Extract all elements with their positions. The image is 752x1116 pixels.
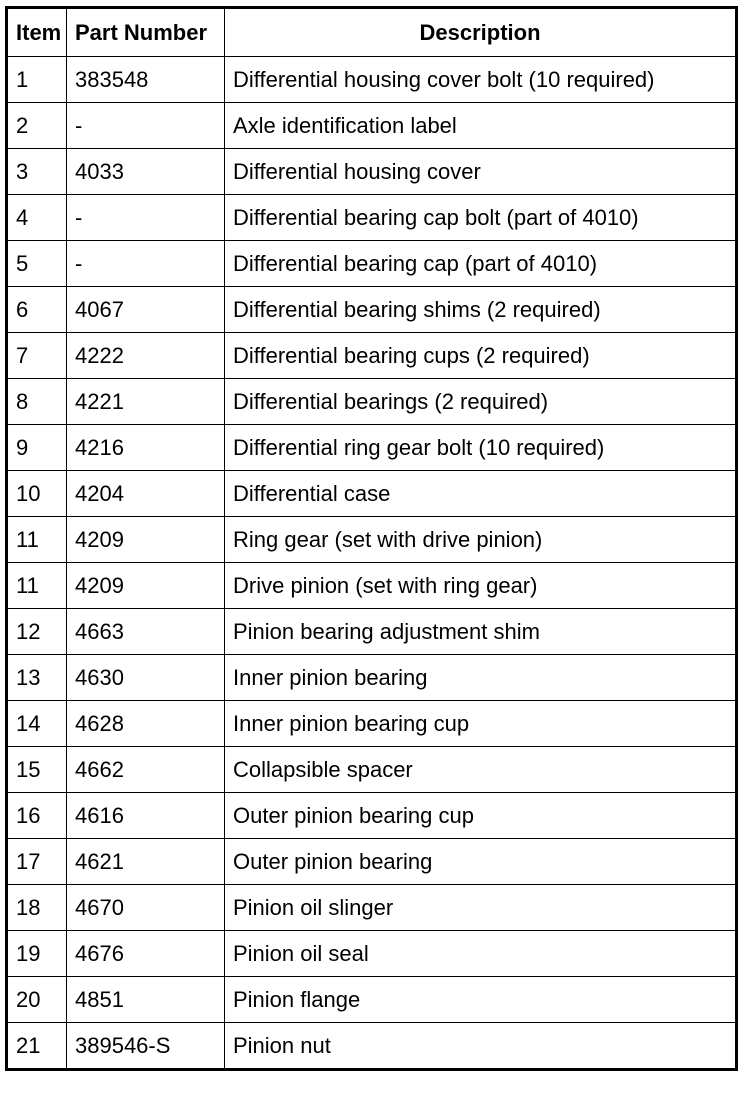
cell-description: Outer pinion bearing <box>225 839 737 885</box>
cell-part-number: 4204 <box>67 471 225 517</box>
cell-part-number: - <box>67 195 225 241</box>
cell-part-number: 4662 <box>67 747 225 793</box>
cell-part-number: 4851 <box>67 977 225 1023</box>
cell-description: Pinion oil slinger <box>225 885 737 931</box>
cell-item: 3 <box>7 149 67 195</box>
cell-description: Differential bearing cups (2 required) <box>225 333 737 379</box>
cell-description: Drive pinion (set with ring gear) <box>225 563 737 609</box>
cell-part-number: 4221 <box>67 379 225 425</box>
table-row <box>7 149 737 195</box>
cell-part-number: 4616 <box>67 793 225 839</box>
cell-description: Differential bearing cap bolt (part of 4010) <box>225 195 737 241</box>
cell-part-number: 4216 <box>67 425 225 471</box>
cell-description: Outer pinion bearing cup <box>225 793 737 839</box>
cell-item: 12 <box>7 609 67 655</box>
cell-description: Pinion bearing adjustment shim <box>225 609 737 655</box>
table-row <box>7 977 737 1023</box>
cell-part-number: 4222 <box>67 333 225 379</box>
header-row <box>7 8 737 57</box>
cell-item: 2 <box>7 103 67 149</box>
cell-item: 9 <box>7 425 67 471</box>
parts-table <box>5 6 738 1071</box>
cell-item: 4 <box>7 195 67 241</box>
cell-part-number: 4209 <box>67 517 225 563</box>
table-row <box>7 471 737 517</box>
table-row <box>7 563 737 609</box>
cell-description: Axle identification label <box>225 103 737 149</box>
cell-item: 18 <box>7 885 67 931</box>
cell-description: Pinion nut <box>225 1023 737 1070</box>
table-row <box>7 195 737 241</box>
cell-item: 7 <box>7 333 67 379</box>
cell-description: Pinion oil seal <box>225 931 737 977</box>
cell-description: Pinion flange <box>225 977 737 1023</box>
cell-description: Differential bearing shims (2 required) <box>225 287 737 333</box>
table-row <box>7 57 737 103</box>
table-row <box>7 793 737 839</box>
cell-description: Differential housing cover bolt (10 required) <box>225 57 737 103</box>
header-item: Item <box>7 8 67 57</box>
cell-item: 6 <box>7 287 67 333</box>
table-row <box>7 747 737 793</box>
table-row <box>7 103 737 149</box>
table-row <box>7 517 737 563</box>
table-row <box>7 241 737 287</box>
cell-part-number: 4067 <box>67 287 225 333</box>
cell-item: 1 <box>7 57 67 103</box>
cell-part-number: 383548 <box>67 57 225 103</box>
cell-item: 21 <box>7 1023 67 1070</box>
table-row <box>7 839 737 885</box>
table-header <box>7 8 737 57</box>
cell-item: 17 <box>7 839 67 885</box>
cell-part-number: 4033 <box>67 149 225 195</box>
cell-item: 19 <box>7 931 67 977</box>
table-row <box>7 609 737 655</box>
cell-part-number: 4676 <box>67 931 225 977</box>
cell-part-number: 389546-S <box>67 1023 225 1070</box>
cell-part-number: 4670 <box>67 885 225 931</box>
cell-part-number: 4621 <box>67 839 225 885</box>
cell-item: 15 <box>7 747 67 793</box>
cell-part-number: - <box>67 103 225 149</box>
cell-description: Differential case <box>225 471 737 517</box>
cell-description: Differential housing cover <box>225 149 737 195</box>
cell-item: 14 <box>7 701 67 747</box>
table-row <box>7 701 737 747</box>
cell-item: 13 <box>7 655 67 701</box>
cell-item: 16 <box>7 793 67 839</box>
cell-item: 10 <box>7 471 67 517</box>
table-body <box>7 57 737 1070</box>
cell-part-number: 4628 <box>67 701 225 747</box>
table-row <box>7 379 737 425</box>
cell-item: 11 <box>7 517 67 563</box>
cell-description: Differential bearing cap (part of 4010) <box>225 241 737 287</box>
table-row <box>7 1023 737 1070</box>
header-part-number: Part Number <box>67 8 225 57</box>
cell-description: Differential bearings (2 required) <box>225 379 737 425</box>
table-row <box>7 287 737 333</box>
cell-part-number: - <box>67 241 225 287</box>
table-row <box>7 655 737 701</box>
header-description: Description <box>225 8 737 57</box>
cell-description: Inner pinion bearing cup <box>225 701 737 747</box>
cell-part-number: 4663 <box>67 609 225 655</box>
table-row <box>7 425 737 471</box>
cell-description: Collapsible spacer <box>225 747 737 793</box>
cell-description: Differential ring gear bolt (10 required) <box>225 425 737 471</box>
cell-item: 11 <box>7 563 67 609</box>
table-row <box>7 333 737 379</box>
table-row <box>7 931 737 977</box>
cell-part-number: 4209 <box>67 563 225 609</box>
cell-part-number: 4630 <box>67 655 225 701</box>
cell-description: Inner pinion bearing <box>225 655 737 701</box>
cell-item: 5 <box>7 241 67 287</box>
cell-description: Ring gear (set with drive pinion) <box>225 517 737 563</box>
cell-item: 8 <box>7 379 67 425</box>
table-row <box>7 885 737 931</box>
cell-item: 20 <box>7 977 67 1023</box>
